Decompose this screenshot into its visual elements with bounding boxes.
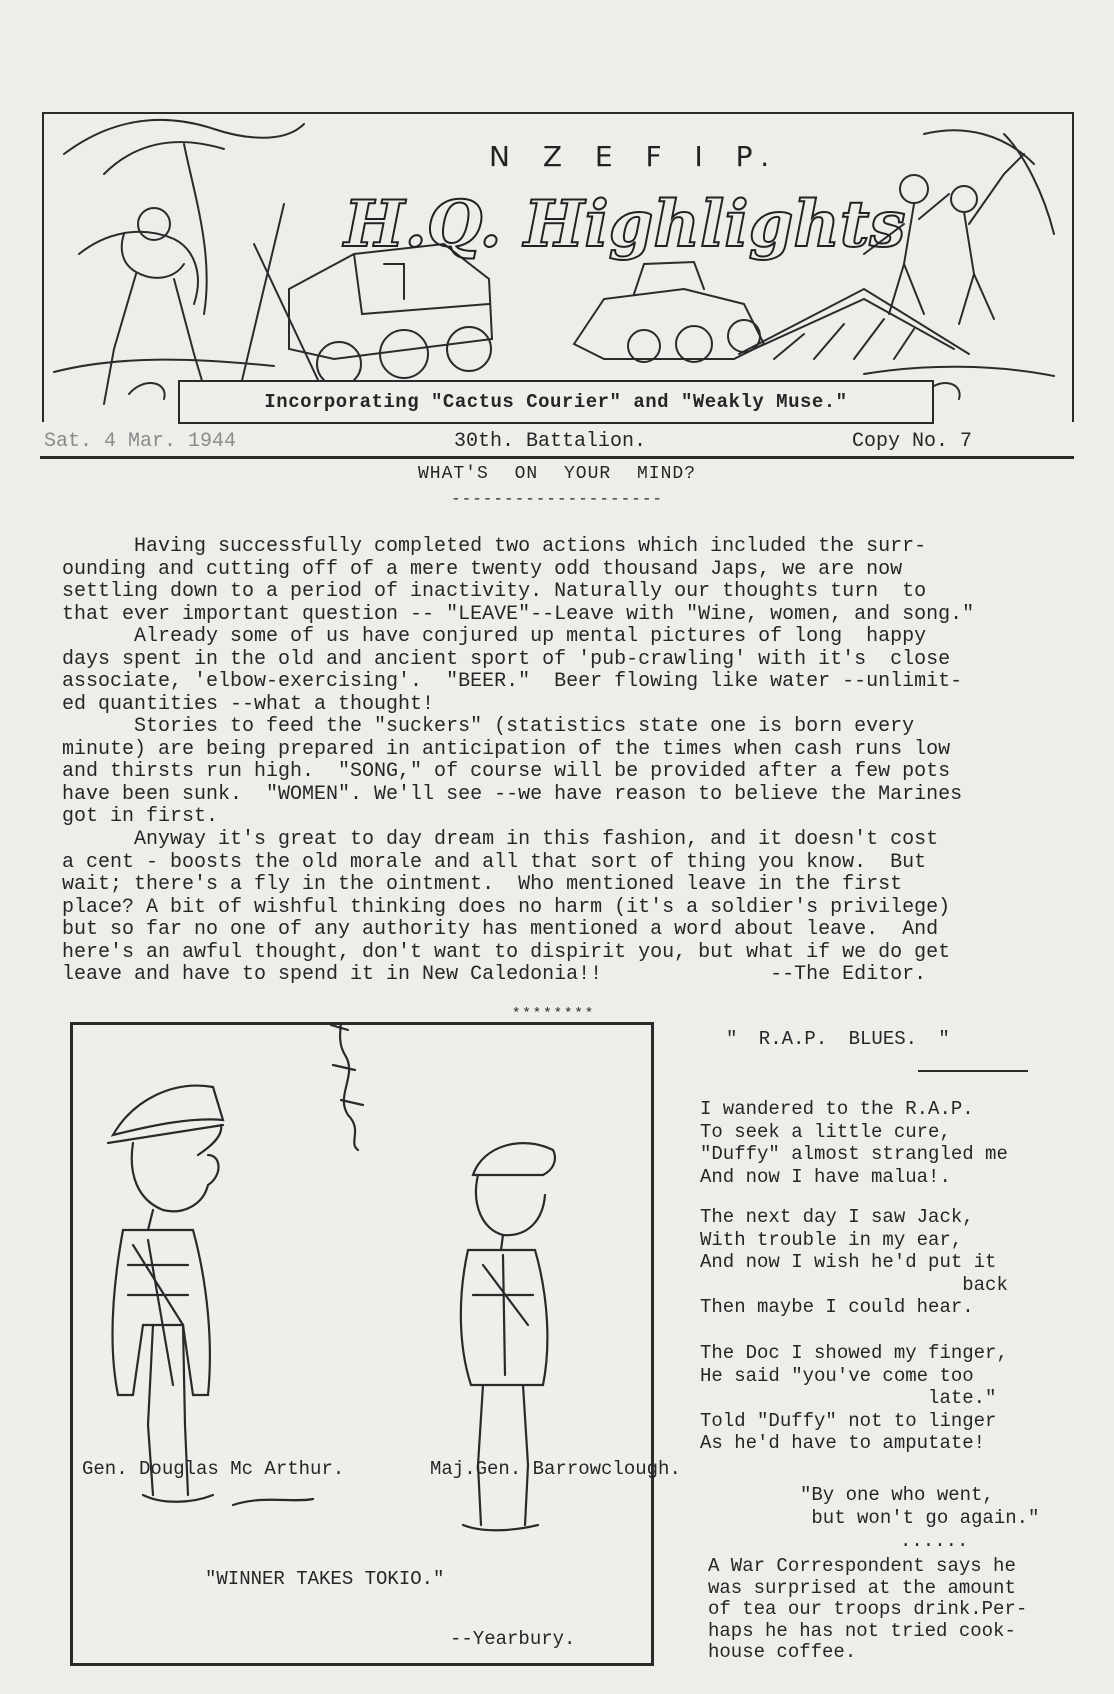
incorporating-banner: Incorporating "Cactus Courier" and "Weakly Muse." <box>178 380 934 424</box>
masthead-illustration <box>44 114 1072 422</box>
poem-end-dots: ...... <box>900 1530 969 1552</box>
unit-name: 30th. Battalion. <box>454 430 647 453</box>
masthead-title: H.Q. Highlights <box>344 187 906 262</box>
poem-signature: "By one who went, but won't go again." <box>800 1484 1040 1529</box>
poem-title-rule <box>918 1070 1028 1072</box>
header-rule <box>40 456 1074 459</box>
war-correspondent-filler: A War Correspondent says he was surprised at the amount of tea our troops drink.Per- haps he has not tried cook- house coffee. <box>708 1555 1028 1663</box>
poem-stanza: The Doc I showed my finger, He said "you've come too late." Told "Duffy" not to linger As he'd have to amputate! <box>700 1342 1008 1454</box>
editorial-paragraph: Having successfully completed two actions which included the surr- ounding and cutting off of a mere twenty odd thousand Japs, we are now settling down to a period of inactivity. Naturally our thoughts turn to that ever important question -- "LEAVE"--Leave with "Wine, women, and song." <box>62 535 975 626</box>
editorial-paragraph: Stories to feed the "suckers" (statistics state one is born every minute) are being prepared in anticipation of the times when cash runs low and thirsts run high. "SONG," of course will be provided after a few pots have been sunk. "WOMEN". We'll see --we have reason to believe the Marines got in first. <box>62 715 963 828</box>
poem-title: " R.A.P. BLUES. " <box>726 1028 950 1050</box>
cartoon-credit: --Yearbury. <box>450 1628 576 1650</box>
cartoon-caption: "WINNER TAKES TOKIO." <box>205 1568 445 1590</box>
cartoon-left-label: Gen. Douglas Mc Arthur. <box>82 1458 345 1480</box>
poem-stanza: The next day I saw Jack, With trouble in my ear, And now I wish he'd put it back Then maybe I could hear. <box>700 1206 1008 1318</box>
masthead-org: N Z E F I P. <box>489 140 782 173</box>
editorial-heading: WHAT'S ON YOUR MIND? <box>417 464 697 484</box>
masthead-frame <box>42 112 1074 422</box>
heading-underline: -------------------- <box>450 490 664 508</box>
editorial-paragraph: Anyway it's great to day dream in this fashion, and it doesn't cost a cent - boosts the old morale and all that sort of thing you know. But wait; there's a fly in the ointment. Who mentioned leave in the first place? A bit of wishful thinking does no harm (it's a soldier's privilege) but so far no one of any authority has mentioned a word about leave. And here's an awful thought, don't want to dispirit you, but what if we do get leave and have to spend it in New Caledonia!! --The Editor. <box>62 828 951 986</box>
poem-stanza: I wandered to the R.A.P. To seek a little cure, "Duffy" almost strangled me And now I have malua!. <box>700 1098 1008 1188</box>
section-separator: ******** <box>512 1006 596 1022</box>
cartoon-right-label: Maj.Gen. Barrowclough. <box>430 1458 681 1480</box>
copy-number: Copy No. 7 <box>852 430 973 453</box>
editorial-paragraph: Already some of us have conjured up mental pictures of long happy days spent in the old and ancient sport of 'pub-crawling' with it's close associate, 'elbow-exercising'. "BEER." Beer flowing like water --unlimit- ed quantities --what a thought! <box>62 625 963 716</box>
issue-date: Sat. 4 Mar. 1944 <box>44 430 237 453</box>
